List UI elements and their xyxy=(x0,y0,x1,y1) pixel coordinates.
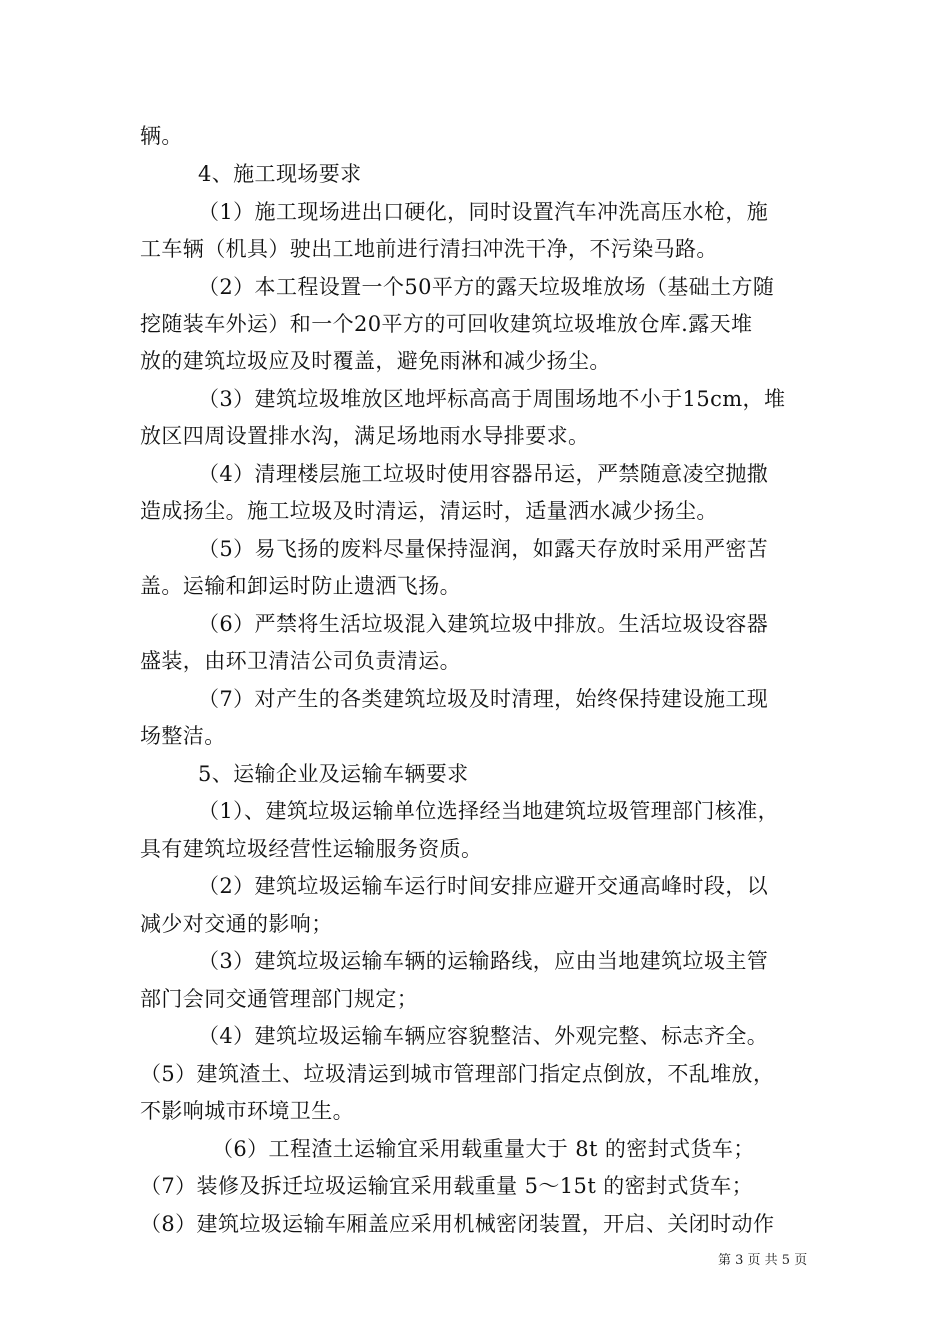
text-line: （7）装修及拆迁垃圾运输宜采用载重量 5～15t 的密封式货车； xyxy=(140,1174,754,1198)
text-line: （3）建筑垃圾堆放区地坪标高高于周围场地不小于15cm，堆 xyxy=(198,387,786,411)
section-heading: 4、施工现场要求 xyxy=(198,162,362,186)
text-line: （2）建筑垃圾运输车运行时间安排应避开交通高峰时段，以 xyxy=(198,874,769,898)
text-line: 放区四周设置排水沟，满足场地雨水导排要求。 xyxy=(140,424,590,448)
text-line: 盖。运输和卸运时防止遗洒飞扬。 xyxy=(140,574,461,598)
text-line: 辆。 xyxy=(140,124,183,148)
text-line: 部门会同交通管理部门规定； xyxy=(140,987,419,1011)
text-line: 工车辆（机具）驶出工地前进行清扫冲洗干净，不污染马路。 xyxy=(140,237,718,261)
text-line: （5）建筑渣土、垃圾清运到城市管理部门指定点倒放，不乱堆放， xyxy=(140,1062,775,1086)
text-line: 场整洁。 xyxy=(140,724,226,748)
text-line: 造成扬尘。施工垃圾及时清运，清运时，适量洒水减少扬尘。 xyxy=(140,499,718,523)
section-heading: 5、运输企业及运输车辆要求 xyxy=(198,762,469,786)
text-line: （6）严禁将生活垃圾混入建筑垃圾中排放。生活垃圾设容器 xyxy=(198,612,769,636)
text-line: （2）本工程设置一个50平方的露天垃圾堆放场（基础土方随 xyxy=(198,275,775,299)
text-line: 具有建筑垃圾经营性运输服务资质。 xyxy=(140,837,483,861)
page-number: 第 3 页 共 5 页 xyxy=(718,1253,808,1268)
text-line: 减少对交通的影响； xyxy=(140,912,333,936)
text-line: （6）工程渣土运输宜采用载重量大于 8t 的密封式货车； xyxy=(212,1137,755,1161)
text-line: （5）易飞扬的废料尽量保持湿润，如露天存放时采用严密苫 xyxy=(198,537,769,561)
text-line: （3）建筑垃圾运输车辆的运输路线，应由当地建筑垃圾主管 xyxy=(198,949,769,973)
text-line: （4）清理楼层施工垃圾时使用容器吊运，严禁随意凌空抛撒 xyxy=(198,462,769,486)
text-line: （8）建筑垃圾运输车厢盖应采用机械密闭装置，开启、关闭时动作 xyxy=(140,1212,775,1236)
text-line: 挖随装车外运）和一个20平方的可回收建筑垃圾堆放仓库.露天堆 xyxy=(140,312,753,336)
text-line: （7）对产生的各类建筑垃圾及时清理，始终保持建设施工现 xyxy=(198,687,769,711)
text-line: 盛装，由环卫清洁公司负责清运。 xyxy=(140,649,461,673)
text-line: 放的建筑垃圾应及时覆盖，避免雨淋和减少扬尘。 xyxy=(140,349,611,373)
text-line: （4）建筑垃圾运输车辆应容貌整洁、外观完整、标志齐全。 xyxy=(198,1024,769,1048)
text-line: 不影响城市环境卫生。 xyxy=(140,1099,354,1123)
text-line: （1）施工现场进出口硬化，同时设置汽车冲洗高压水枪，施 xyxy=(198,200,769,224)
text-line: （1）、建筑垃圾运输单位选择经当地建筑垃圾管理部门核准， xyxy=(198,799,780,823)
